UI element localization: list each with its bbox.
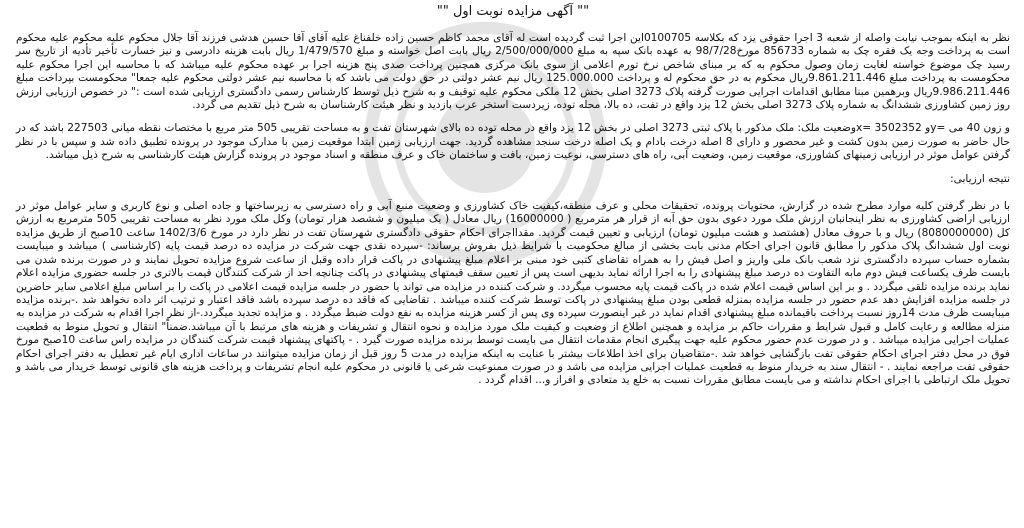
- notice-title: "" آگهی مزایده نوبت اول "": [436, 4, 590, 19]
- notice-paragraph-intro: نظر به اینکه بموجب نیابت واصله از شعبه 3 اجرا حقوقی یزد که بکلاسه 0100705این اجرا ثبت گردیده است له آقای محمد کاظم حسین زاده خلفناغ علیه آقای آقا حسین هدشی فرزند آقا جلال محکوم علیه محکوم علیه محکوم است به پرداخت وجه یک فقره چک به شماره 856733 مورخ98/7/28 به عهده بانک سپه به مبلغ 2/500/000/000 ریال بابت اصل خواسته و مبلغ 1/479/570 ریال بابت هزینه دادرسی و نیز خسارت تأخیر تأدیه از تاریخ سر رسید چک موضوع خواسته لغایت زمان وصول محکوم به که بر مبنای شاخص نرخ تورم اعلامی از سوی بانک مرکزی همچنین پرداخت صدی پنج هزینه اجرا بر عهده محکوم علیه میباشد که با محاسبه این اجرا محکوم علیه محکومست به پرداخت مبلغ 9.861.211.446ریال محکوم به در حق محکوم له و پرداخت 125.000.000 ریال نیم عشر دولتی در حق دولت می باشد که با محاسبه نیم عشر دولتی محکوم علیه جمعا" محکومست بپرداخت مبلغ 9.986.211.446ریال وبرهمین مبنا مطابق اقدامات اجرایی صورت گرفته پلاک 3273 اصلی بخش 12 ملکی محکوم علیه توقیف و به شرح ذیل توسط کارشناس رسمی دادگستری ارزیابی شده است :" در خصوص ارزیابی ارزش روز زمین کشاورزی ششدانگ به شماره پلاک 3273 اصلی بخش 12 یزد واقع در تفت، ده بالا، محله توده، زیردست استخر عرب بازدید و نظر هیئت کارشناسان به شرح ذیل تقدیم می گردد.: [16, 32, 1011, 112]
- conclusion-heading: نتیجه ارزیابی:: [950, 172, 1010, 185]
- conclusion-paragraph: با در نظر گرفتن کلیه موارد مطرح شده در گزارش، محتویات پرونده، تحقیقات محلی و عرف منطقه،کیفیت خاک کشاورزی و وضعیت منبع آبی و راه دسترسی به زیرساختها و جاده اصلی و نوع کاربری و سایر عوامل موثر در ارزیابی اراضی کشاورزی به نظر اینجانبان ارزش ملک مورد دعوی بدون حق آبه از قرار هر مترمربع ( 16000000) ریال معادل ( یک میلیون و ششصد هزار تومان) وکل ملک مورد نظر به مساحت تقریبی 505 مترمربع به ارزش کل (8080000000) ریال و با حروف معادل (هشتصد و هشت میلیون تومان) ارزیابی و تعیین قیمت گردید. مقدااجرای احکام حقوقی دادگستری شهرستان تفت در نظر دارد در مورخ 1402/3/6 ساعت 10صبح از طریق مزایده نوبت اول ششدانگ پلاک مذکور را مطابق قانون اجرای احکام مدنی بابت بخشی از مبالغ محکومیت با شرایط ذیل بفروش برساند: -سپرده نقدی جهت شرکت در مزایده ده درصد قیمت پایه (کارشناسی ) میباشد و میبایست بشماره حساب سپرده دادگستری نزد شعب بانک ملی واریز و اصل فیش را به همراه تقاضای کتبی خود مبنی بر اعلام مبلغ پیشنهادی در پاکت قرار داده وقبل از ساعت شروع مزایده تحویل نمایند و در صورت برنده شدن می بایست ظرف یکساعت فیش دوم مابه التفاوت ده درصد مبلغ پیشنهادی را به اجرا ارائه نماید بدیهی است پس از تعیین سقف قیمتهای پیشنهادی در پاکت چنانچه احد از شرکت کنندگان قیمت بالاتری در جلسه حضوری مزایده اعلام نماید برنده مزایده تلقی میگردد . و بر این اساس قیمت اعلام شده در پاکت قیمت پایه محسوب میگردد. و شرکت کننده در مزایده می تواند یا حضور در جلسه مزایده قیمت اعلامی در پاکت را بر اساس مبلغ اعلامی سایر حاضرین در جلسه مزایده افزایش دهد عدم حضور در جلسه مزایده بمنزله قطعی بودن مبلغ پیشنهادی در پاکت توسط شرکت کننده میباشد . تقاضایی که فاقد ده درصد سپرده باشد فاقد اعتبار و ترتیب اثر داده نخواهد شد .-برنده مزایده میبایست ظرف مدت 14روز نسبت پرداخت باقیمانده مبلغ پیشنهادی اقدام نماید در غیر اینصورت سپرده وی پس از کسر هزینه مزایده به نفع دولت ضبط میگردد . و مزایده تجدید میگردد.-از نظر اجرا اقدام به شرکت در مزایده به منزله مطالعه و رعایت کامل و قبول شرایط و مقررات حاکم بر مزایده و همچنین اطلاع از وضعیت و کیفیت ملک مورد مزایده و نحوه انتقال و تشریفات و هزینه های مرتبط با آن میباشد.ضمناً" انتقال و تحویل منوط به قطعیت عملیات اجرایی مزایده میباشد . و در صورت عدم حضور محکوم علیه جهت پیگیری انجام مقدمات انتقال می بایست توسط برنده مزایده صورت گیرد . - پاکتهای پیشنهاد قیمت شرکت کنندگان در مزایده راس ساعت 10صبح مورخ فوق در محل دفتر اجرای احکام حقوقی تفت بازگشایی خواهد شد .-متقاضیان برای اخذ اطلاعات بیشتر با عنایت به اینکه مزایده در مدت 5 روز قبل از زمان مزایده میتوانند در ساعات اداری ایام غیر تعطیل به دفتر اجرای احکام حقوقی تفت مراجعه نمایند . - انتقال سند به خریدار منوط به قطعیت عملیات اجرایی مزایده می باشد و در صورت ممنوعیت شرعی یا قانونی در محکوم علیه انجام تشریفات و پرداخت هزینه های قانونی توسط خریدار می باشد و تحویل ملک ارتباطی با اجرای احکام نداشته و می بایست مطابق مقررات نسبت به خلع ید متعادی و افراز و... اقدام گردد .: [16, 200, 1011, 387]
- notice-paragraph-property-status: و زون 40 می =yو 3502352 =xوضعیت ملک: ملک مذکور با پلاک ثبتی 3273 اصلی در بخش 12 یزد واقع در محله توده ده بالای شهرستان تفت و به مساحت تقریبی 505 متر مربع با مختصات نقطه میانی 227503 باشد که در حال حاضر به صورت زمین بدون کشت و غیر محصور و دارای 8 اصله درخت بادام و یک اصله درخت سنجد مشاهده گردید. جهت ارزیابی زمین ابتدا موقعیت زمین با مدارک موجود در پرونده تطبیق داده شد و سپس با در نظر گرفتن عوامل موثر در ارزیابی زمینهای کشاورزی، موقعیت زمین، وضعیت آبی، راه های دسترسی، نوعیت زمین، بافت و ساختمان خاک و عرف منطقه و اسناد موجود در پرونده گزارش هیئت کارشناسی به شرح ذیل میباشد.: [16, 122, 1010, 162]
